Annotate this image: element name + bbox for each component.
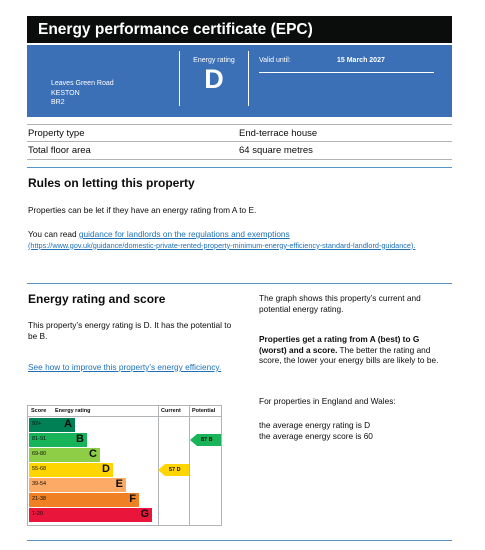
energy-rating-letter: D [204,64,224,94]
band-score-range: 69-80 [29,448,53,462]
band-score-range: 55-68 [29,463,53,477]
valid-until-label: Valid until: [259,57,291,64]
rating-band-b [29,433,157,448]
address-line: Leaves Green Road [51,80,114,87]
band-bar [53,493,139,507]
band-letter: B [76,433,84,445]
band-score-range: 92+ [29,418,53,432]
band-bar [53,478,126,492]
band-bar [53,448,100,462]
rating-band-a [29,418,157,433]
letting-guidance [28,229,452,251]
property-table [27,124,452,160]
row-label: Total floor area [28,145,91,156]
table-row [27,124,452,142]
band-bar [53,508,152,522]
header-score: Score [31,408,47,414]
rating-band-f [29,493,157,508]
improve-link[interactable]: See how to improve this property’s energy efficiency. [28,362,222,372]
energy-rating-label: Energy rating [193,57,235,64]
guidance-prefix: You can read [28,229,79,239]
address-line: BR2 [51,99,65,106]
average-rating: the average energy rating is D [259,420,371,430]
rating-band-c [29,448,157,463]
rating-text: This property’s energy rating is D. It has the potential to be B. [28,320,232,341]
band-letter: A [64,418,72,430]
band-bar [53,418,75,432]
letting-heading: Rules on letting this property [28,176,195,190]
rating-explanation [259,334,449,366]
rating-band-g [29,508,157,523]
section-divider [27,167,452,168]
band-letter: E [115,478,123,490]
page-title: Energy performance certificate (EPC) [27,16,452,43]
valid-until-date: 15 March 2027 [337,57,385,64]
rating-heading: Energy rating and score [28,292,166,306]
band-bar [53,463,113,477]
valid-until [259,57,434,73]
header-energy-rating: Energy rating [55,408,91,414]
band-score-range: 1-20 [29,508,53,522]
rating-explanation-bold: Properties get a rating from A (best) to G (worst) and a score. [259,334,420,355]
energy-rating-box [179,51,249,106]
guidance-url[interactable]: (https://www.gov.uk/guidance/domestic-private-rented-property-minimum-energy-efficiency-standard-landlord-guidance). [28,240,416,250]
current-rating-arrow: 57 D [165,464,189,476]
region-text: For properties in England and Wales: [259,396,396,406]
row-value: 64 square metres [239,145,313,156]
band-score-range: 81-91 [29,433,53,447]
epc-rating-graph [27,405,222,526]
address-line: KESTON [51,89,80,97]
band-score-range: 21-38 [29,493,53,507]
row-value: End-terrace house [239,128,318,139]
address [51,79,114,108]
rating-band-e [29,478,157,493]
rating-explanation-rest: The better the rating and score, the lower your energy bills are likely to be. [259,344,439,365]
letting-text: Properties can be let if they have an energy rating from A to E. [28,205,257,215]
section-divider [27,283,452,284]
band-score-range: 39-54 [29,478,53,492]
graph-explanation: The graph shows this property’s current and potential energy rating. [259,293,421,314]
header-current: Current [161,408,181,414]
band-letter: C [89,448,97,460]
band-bar [53,433,87,447]
summary-panel [27,45,452,117]
graph-header [28,406,221,417]
table-row [27,142,452,160]
row-label: Property type [28,128,85,139]
band-letter: F [129,493,136,505]
band-letter: G [140,508,149,520]
section-divider [27,540,452,541]
guidance-link[interactable]: guidance for landlords on the regulations and exemptions [78,229,290,239]
column-divider [189,406,190,525]
average-score: the average energy score is 60 [259,431,373,441]
potential-rating-arrow: 87 B [197,434,221,446]
band-letter: D [102,463,110,475]
header-potential: Potential [192,408,216,414]
rating-band-d [29,463,157,478]
